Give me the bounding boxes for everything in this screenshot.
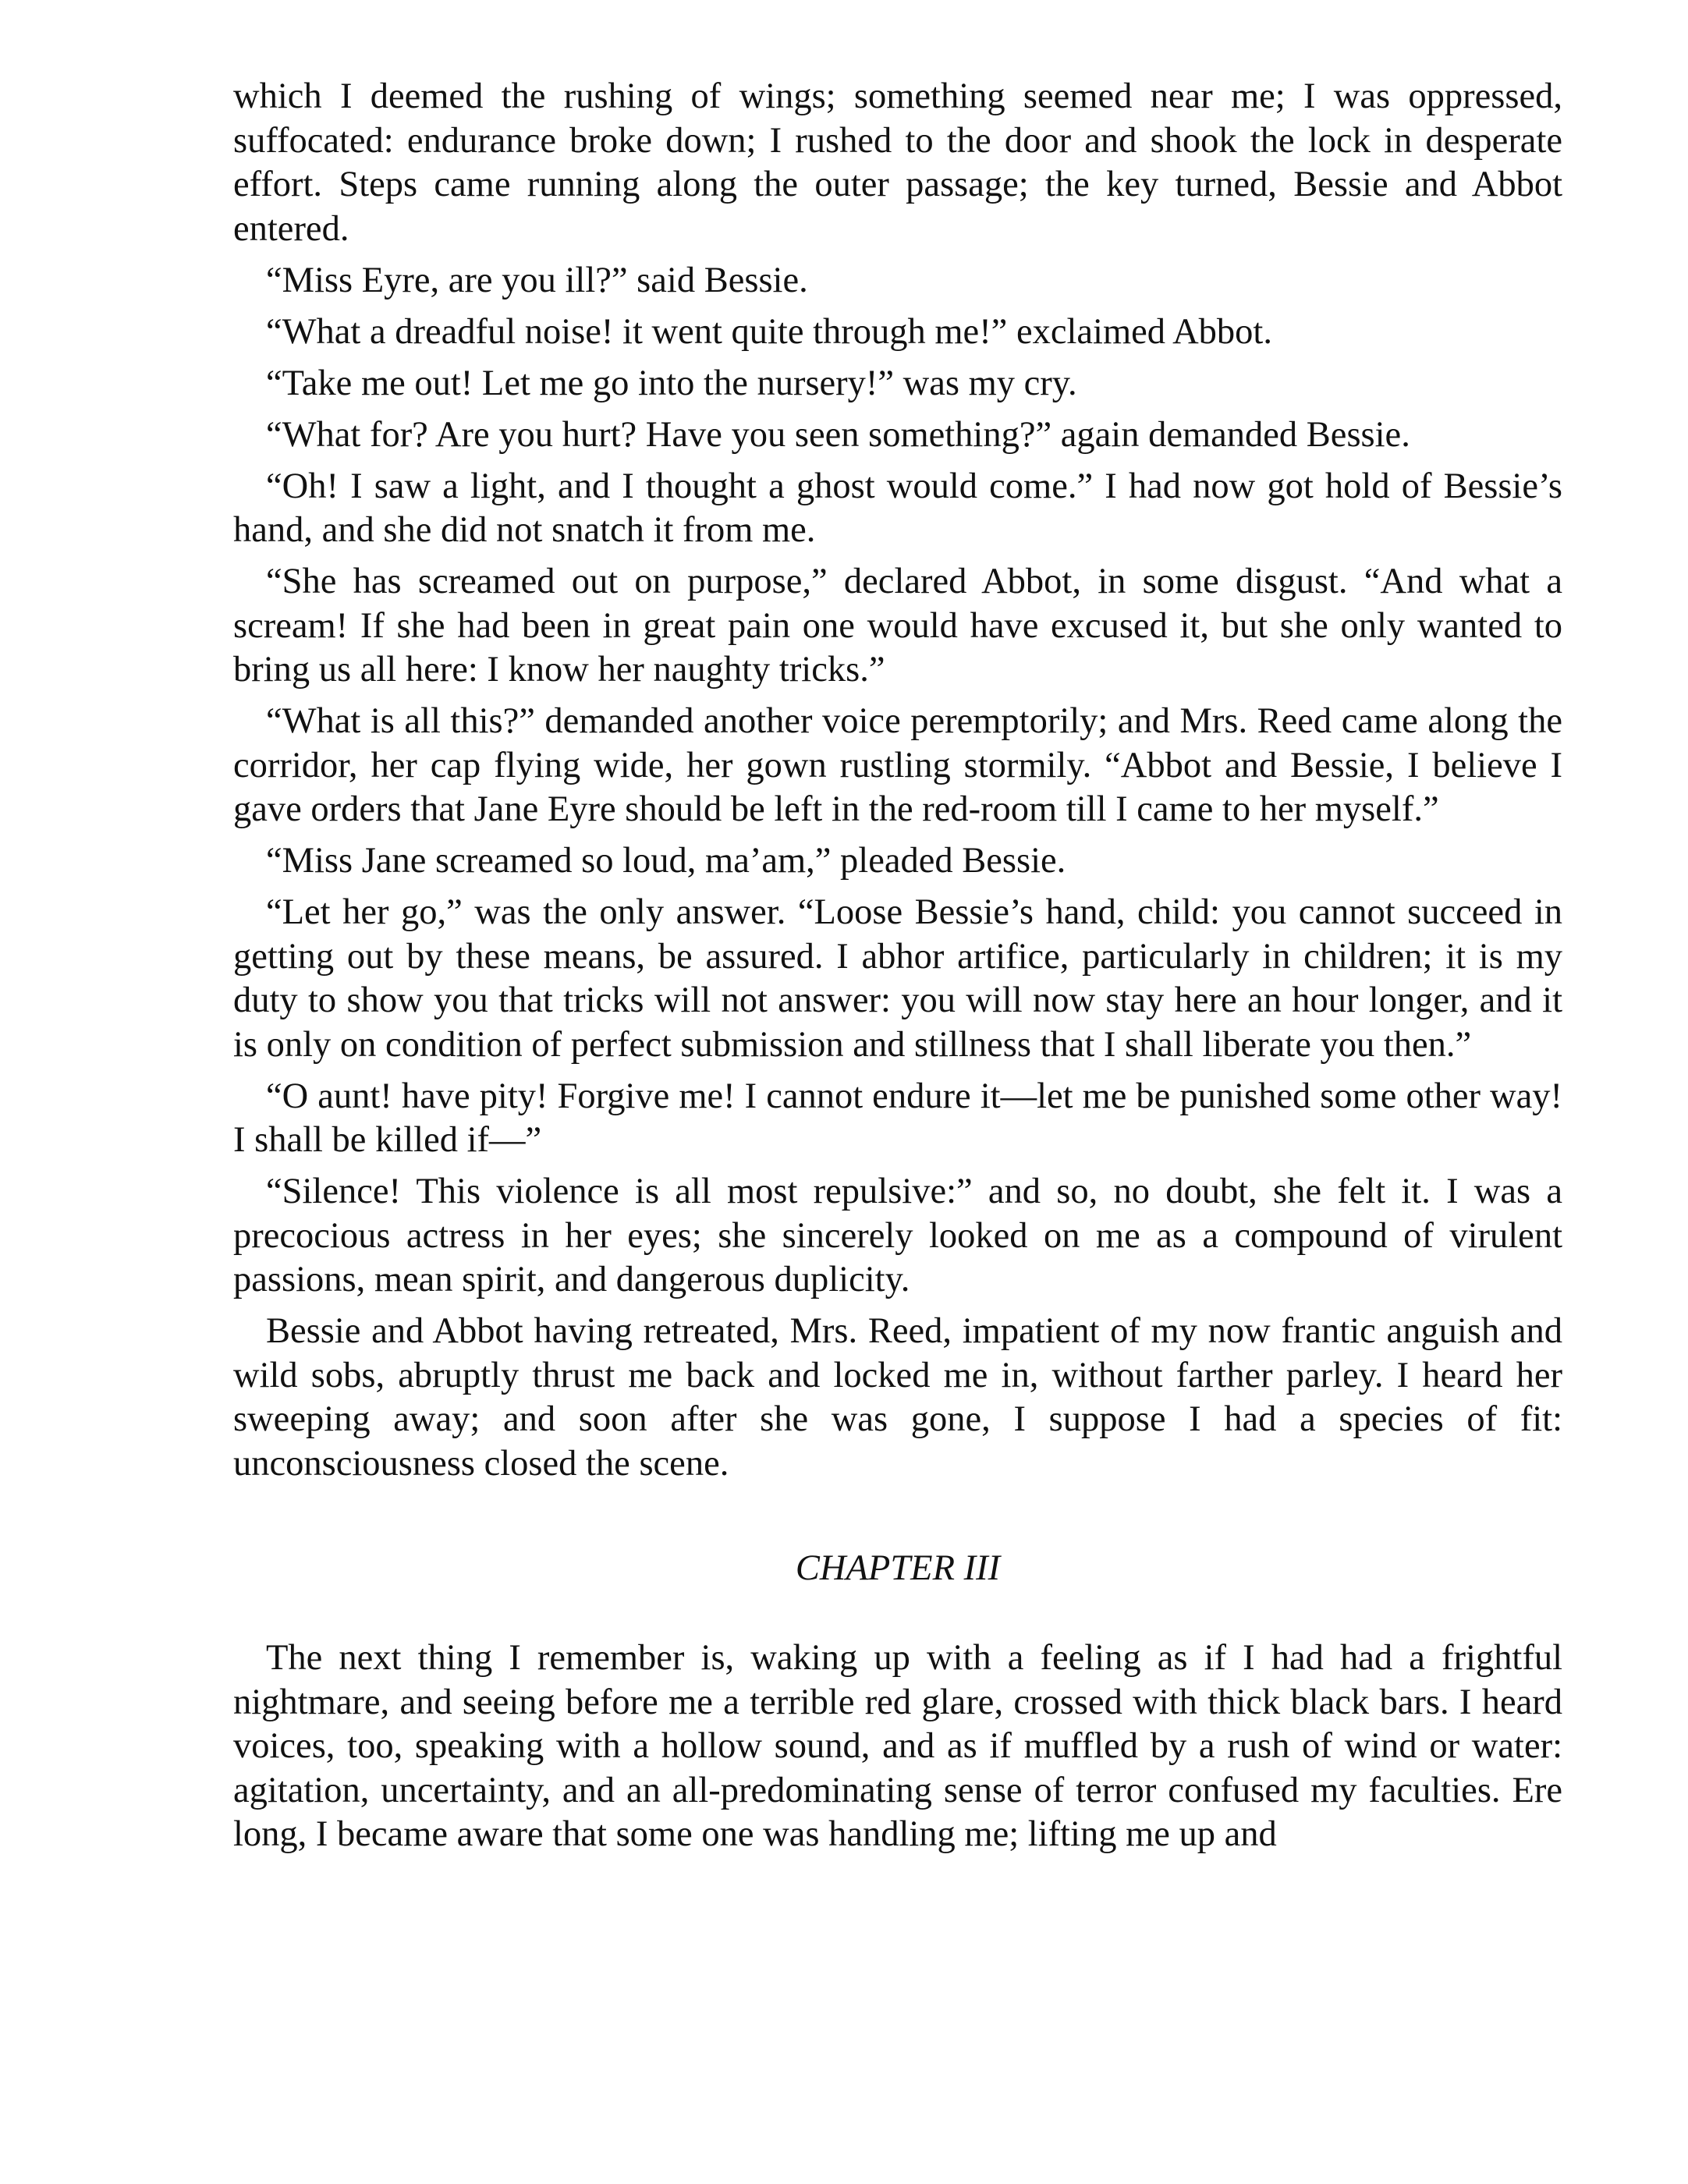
paragraph: “What a dreadful noise! it went quite through me!” exclaimed Abbot. (266, 311, 1272, 352)
paragraph: “Silence! This violence is all most repulsive:” and so, no doubt, she felt it. I was a precocious actress in her eyes; she sincerely looked on me as a compound of virulent passions, mean spirit, and dangerous duplicity. (233, 1172, 1562, 1299)
paragraph: Bessie and Abbot having retreated, Mrs. Reed, impatient of my now frantic anguish and wild sobs, abruptly thrust me back and locked me in, without farther parley. I heard her sweeping away; and soon after she was gone, I suppose I had a species of fit: unconsciousness closed the scene. (233, 1311, 1562, 1484)
paragraph: The next thing I remember is, waking up with a feeling as if I had had a frightful nightmare, and seeing before me a terrible red glare, crossed with thick black bars. I heard voices, too, speaking with a hollow sound, and as if muffled by a rush of wind or water: agitation, uncertainty, and an all-predominating sense of terror confused my faculties. Ere long, I became aware that some one was handling me; lifting me up and (233, 1638, 1562, 1854)
paragraph: “Let her go,” was the only answer. “Loose Bessie’s hand, child: you cannot succeed in getting out by these means, be assured. I abhor artifice, particularly in children; it is my duty to show you that tricks will not answer: you will now stay here an hour longer, and it is only on condition of perfect submission and stillness that I shall liberate you then.” (233, 892, 1562, 1065)
paragraph: “Miss Jane screamed so loud, ma’am,” pleaded Bessie. (266, 841, 1066, 881)
paragraph: “Oh! I saw a light, and I thought a ghost would come.” I had now got hold of Bessie’s hand, and she did not snatch it from me. (233, 466, 1562, 550)
paragraph: “Miss Eyre, are you ill?” said Bessie. (266, 260, 808, 300)
paragraph: “O aunt! have pity! Forgive me! I cannot endure it—let me be punished some other way! I shall be killed if—” (233, 1076, 1562, 1160)
paragraph: “What is all this?” demanded another voice peremptorily; and Mrs. Reed came along the corridor, her cap flying wide, her gown rustling stormily. “Abbot and Bessie, I believe I gave orders that Jane Eyre should be left in the red-room till I came to her myself.” (233, 701, 1562, 829)
paragraph-continued: which I deemed the rushing of wings; something seemed near me; I was oppressed, suffocated: endurance broke down; I rushed to the door and shook the lock in desperate effort. Steps came running along the outer passage; the key turned, Bessie and Abbot entered. (233, 76, 1562, 249)
paragraph: “She has screamed out on purpose,” declared Abbot, in some disgust. “And what a scream! If she had been in great pain one would have excused it, but she only wanted to bring us all here: I know her naughty tricks.” (233, 562, 1562, 690)
paragraph: “What for? Are you hurt? Have you seen something?” again demanded Bessie. (266, 414, 1410, 455)
chapter-heading: CHAPTER III (795, 1548, 1001, 1588)
book-page (233, 75, 1562, 1864)
paragraph: “Take me out! Let me go into the nursery!” was my cry. (266, 363, 1077, 403)
